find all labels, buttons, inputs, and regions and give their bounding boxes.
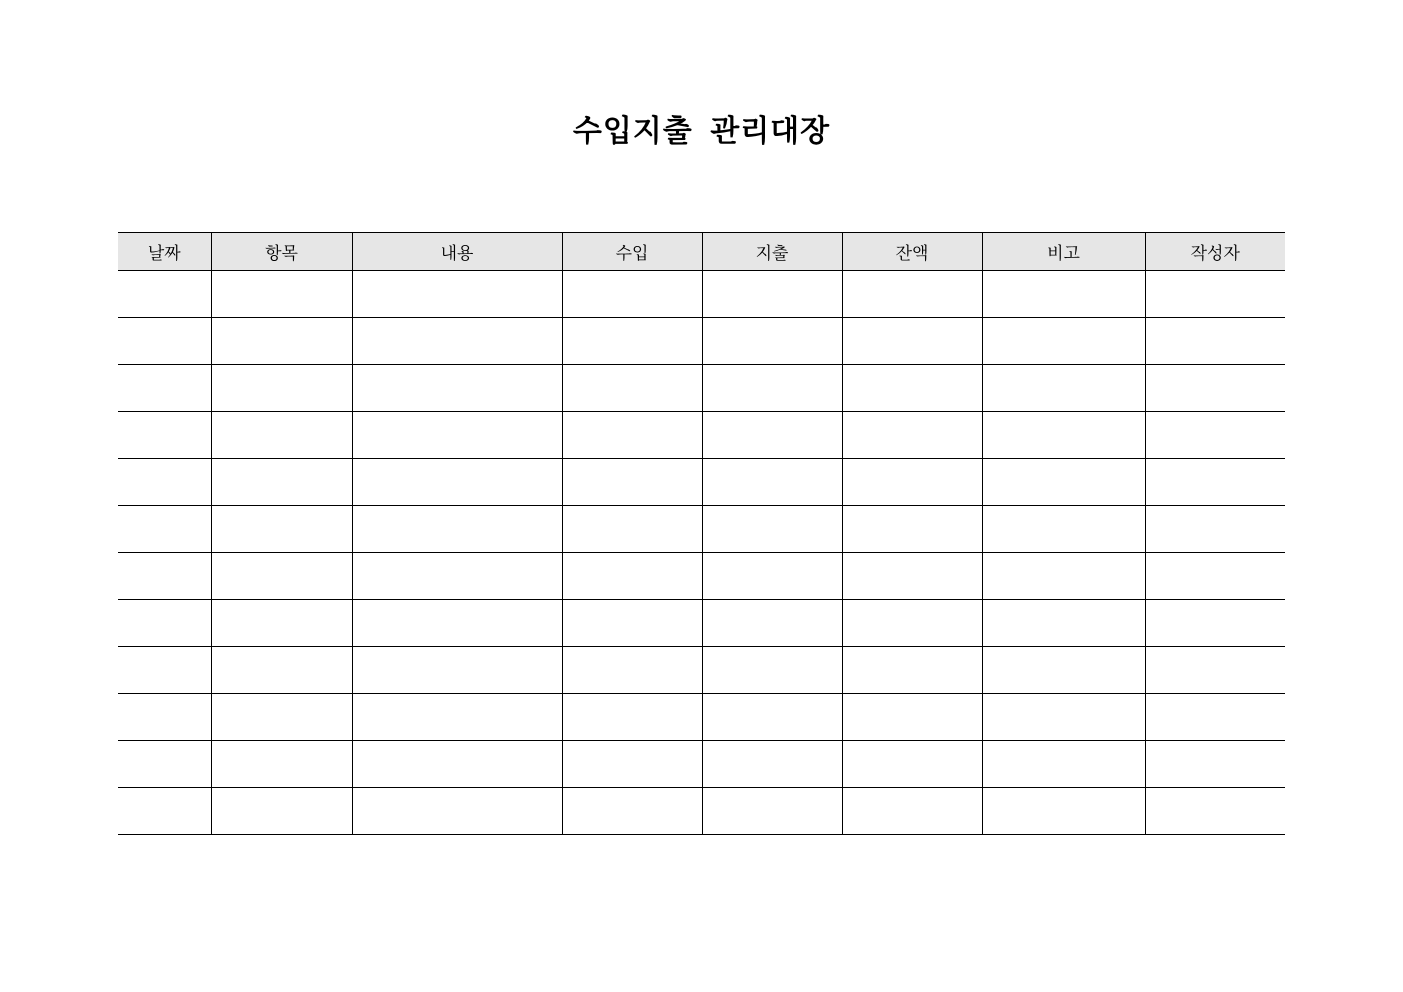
cell-note[interactable] (982, 271, 1145, 318)
cell-expense[interactable] (702, 318, 842, 365)
cell-description[interactable] (352, 271, 562, 318)
cell-balance[interactable] (842, 459, 982, 506)
table-row (118, 271, 1285, 318)
table-row (118, 741, 1285, 788)
cell-income[interactable] (562, 788, 702, 835)
cell-item[interactable] (211, 459, 352, 506)
cell-description[interactable] (352, 694, 562, 741)
cell-income[interactable] (562, 647, 702, 694)
cell-expense[interactable] (702, 694, 842, 741)
cell-income[interactable] (562, 459, 702, 506)
cell-item[interactable] (211, 506, 352, 553)
cell-date[interactable] (118, 694, 211, 741)
cell-income[interactable] (562, 412, 702, 459)
cell-author[interactable] (1145, 788, 1285, 835)
table-body (118, 271, 1285, 835)
cell-item[interactable] (211, 318, 352, 365)
cell-expense[interactable] (702, 553, 842, 600)
cell-note[interactable] (982, 788, 1145, 835)
cell-description[interactable] (352, 506, 562, 553)
cell-author[interactable] (1145, 647, 1285, 694)
cell-balance[interactable] (842, 318, 982, 365)
cell-balance[interactable] (842, 647, 982, 694)
cell-description[interactable] (352, 600, 562, 647)
cell-balance[interactable] (842, 600, 982, 647)
column-header-date: 날짜 (118, 233, 211, 271)
cell-note[interactable] (982, 553, 1145, 600)
table-row (118, 694, 1285, 741)
cell-expense[interactable] (702, 506, 842, 553)
cell-expense[interactable] (702, 600, 842, 647)
cell-item[interactable] (211, 412, 352, 459)
table-row (118, 647, 1285, 694)
cell-author[interactable] (1145, 271, 1285, 318)
cell-balance[interactable] (842, 694, 982, 741)
cell-description[interactable] (352, 459, 562, 506)
cell-expense[interactable] (702, 412, 842, 459)
cell-item[interactable] (211, 271, 352, 318)
table-row (118, 600, 1285, 647)
cell-date[interactable] (118, 365, 211, 412)
cell-date[interactable] (118, 600, 211, 647)
table-row (118, 506, 1285, 553)
cell-balance[interactable] (842, 506, 982, 553)
cell-description[interactable] (352, 553, 562, 600)
cell-date[interactable] (118, 459, 211, 506)
column-header-balance: 잔액 (842, 233, 982, 271)
cell-note[interactable] (982, 506, 1145, 553)
column-header-note: 비고 (982, 233, 1145, 271)
cell-income[interactable] (562, 600, 702, 647)
cell-description[interactable] (352, 788, 562, 835)
cell-note[interactable] (982, 741, 1145, 788)
table-header-row (118, 233, 1285, 271)
cell-author[interactable] (1145, 553, 1285, 600)
cell-author[interactable] (1145, 694, 1285, 741)
cell-balance[interactable] (842, 553, 982, 600)
cell-expense[interactable] (702, 459, 842, 506)
cell-item[interactable] (211, 788, 352, 835)
cell-author[interactable] (1145, 741, 1285, 788)
cell-note[interactable] (982, 647, 1145, 694)
cell-balance[interactable] (842, 788, 982, 835)
cell-author[interactable] (1145, 459, 1285, 506)
cell-description[interactable] (352, 318, 562, 365)
cell-income[interactable] (562, 741, 702, 788)
cell-note[interactable] (982, 318, 1145, 365)
column-header-author: 작성자 (1145, 233, 1285, 271)
cell-expense[interactable] (702, 271, 842, 318)
cell-date[interactable] (118, 788, 211, 835)
cell-note[interactable] (982, 694, 1145, 741)
cell-description[interactable] (352, 741, 562, 788)
cell-income[interactable] (562, 553, 702, 600)
cell-income[interactable] (562, 365, 702, 412)
column-header-income: 수입 (562, 233, 702, 271)
cell-author[interactable] (1145, 318, 1285, 365)
cell-balance[interactable] (842, 412, 982, 459)
cell-expense[interactable] (702, 365, 842, 412)
column-header-expense: 지출 (702, 233, 842, 271)
cell-date[interactable] (118, 741, 211, 788)
cell-income[interactable] (562, 318, 702, 365)
cell-date[interactable] (118, 553, 211, 600)
income-expense-ledger-table (118, 232, 1285, 835)
table-row (118, 553, 1285, 600)
cell-description[interactable] (352, 365, 562, 412)
cell-author[interactable] (1145, 365, 1285, 412)
cell-author[interactable] (1145, 600, 1285, 647)
cell-date[interactable] (118, 506, 211, 553)
cell-item[interactable] (211, 741, 352, 788)
table-row (118, 459, 1285, 506)
cell-income[interactable] (562, 694, 702, 741)
cell-balance[interactable] (842, 365, 982, 412)
cell-item[interactable] (211, 365, 352, 412)
cell-note[interactable] (982, 459, 1145, 506)
cell-item[interactable] (211, 647, 352, 694)
cell-balance[interactable] (842, 741, 982, 788)
cell-note[interactable] (982, 365, 1145, 412)
cell-item[interactable] (211, 553, 352, 600)
table-row (118, 365, 1285, 412)
cell-item[interactable] (211, 600, 352, 647)
cell-income[interactable] (562, 271, 702, 318)
cell-description[interactable] (352, 647, 562, 694)
table-row (118, 318, 1285, 365)
cell-date[interactable] (118, 271, 211, 318)
cell-author[interactable] (1145, 412, 1285, 459)
table-row (118, 412, 1285, 459)
cell-income[interactable] (562, 506, 702, 553)
cell-expense[interactable] (702, 741, 842, 788)
cell-balance[interactable] (842, 271, 982, 318)
cell-item[interactable] (211, 694, 352, 741)
column-header-description: 내용 (352, 233, 562, 271)
cell-description[interactable] (352, 412, 562, 459)
column-header-item: 항목 (211, 233, 352, 271)
page-title: 수입지출 관리대장 (572, 114, 831, 149)
cell-date[interactable] (118, 647, 211, 694)
cell-date[interactable] (118, 318, 211, 365)
cell-expense[interactable] (702, 788, 842, 835)
cell-note[interactable] (982, 600, 1145, 647)
cell-author[interactable] (1145, 506, 1285, 553)
cell-expense[interactable] (702, 647, 842, 694)
cell-date[interactable] (118, 412, 211, 459)
table-row (118, 788, 1285, 835)
cell-note[interactable] (982, 412, 1145, 459)
